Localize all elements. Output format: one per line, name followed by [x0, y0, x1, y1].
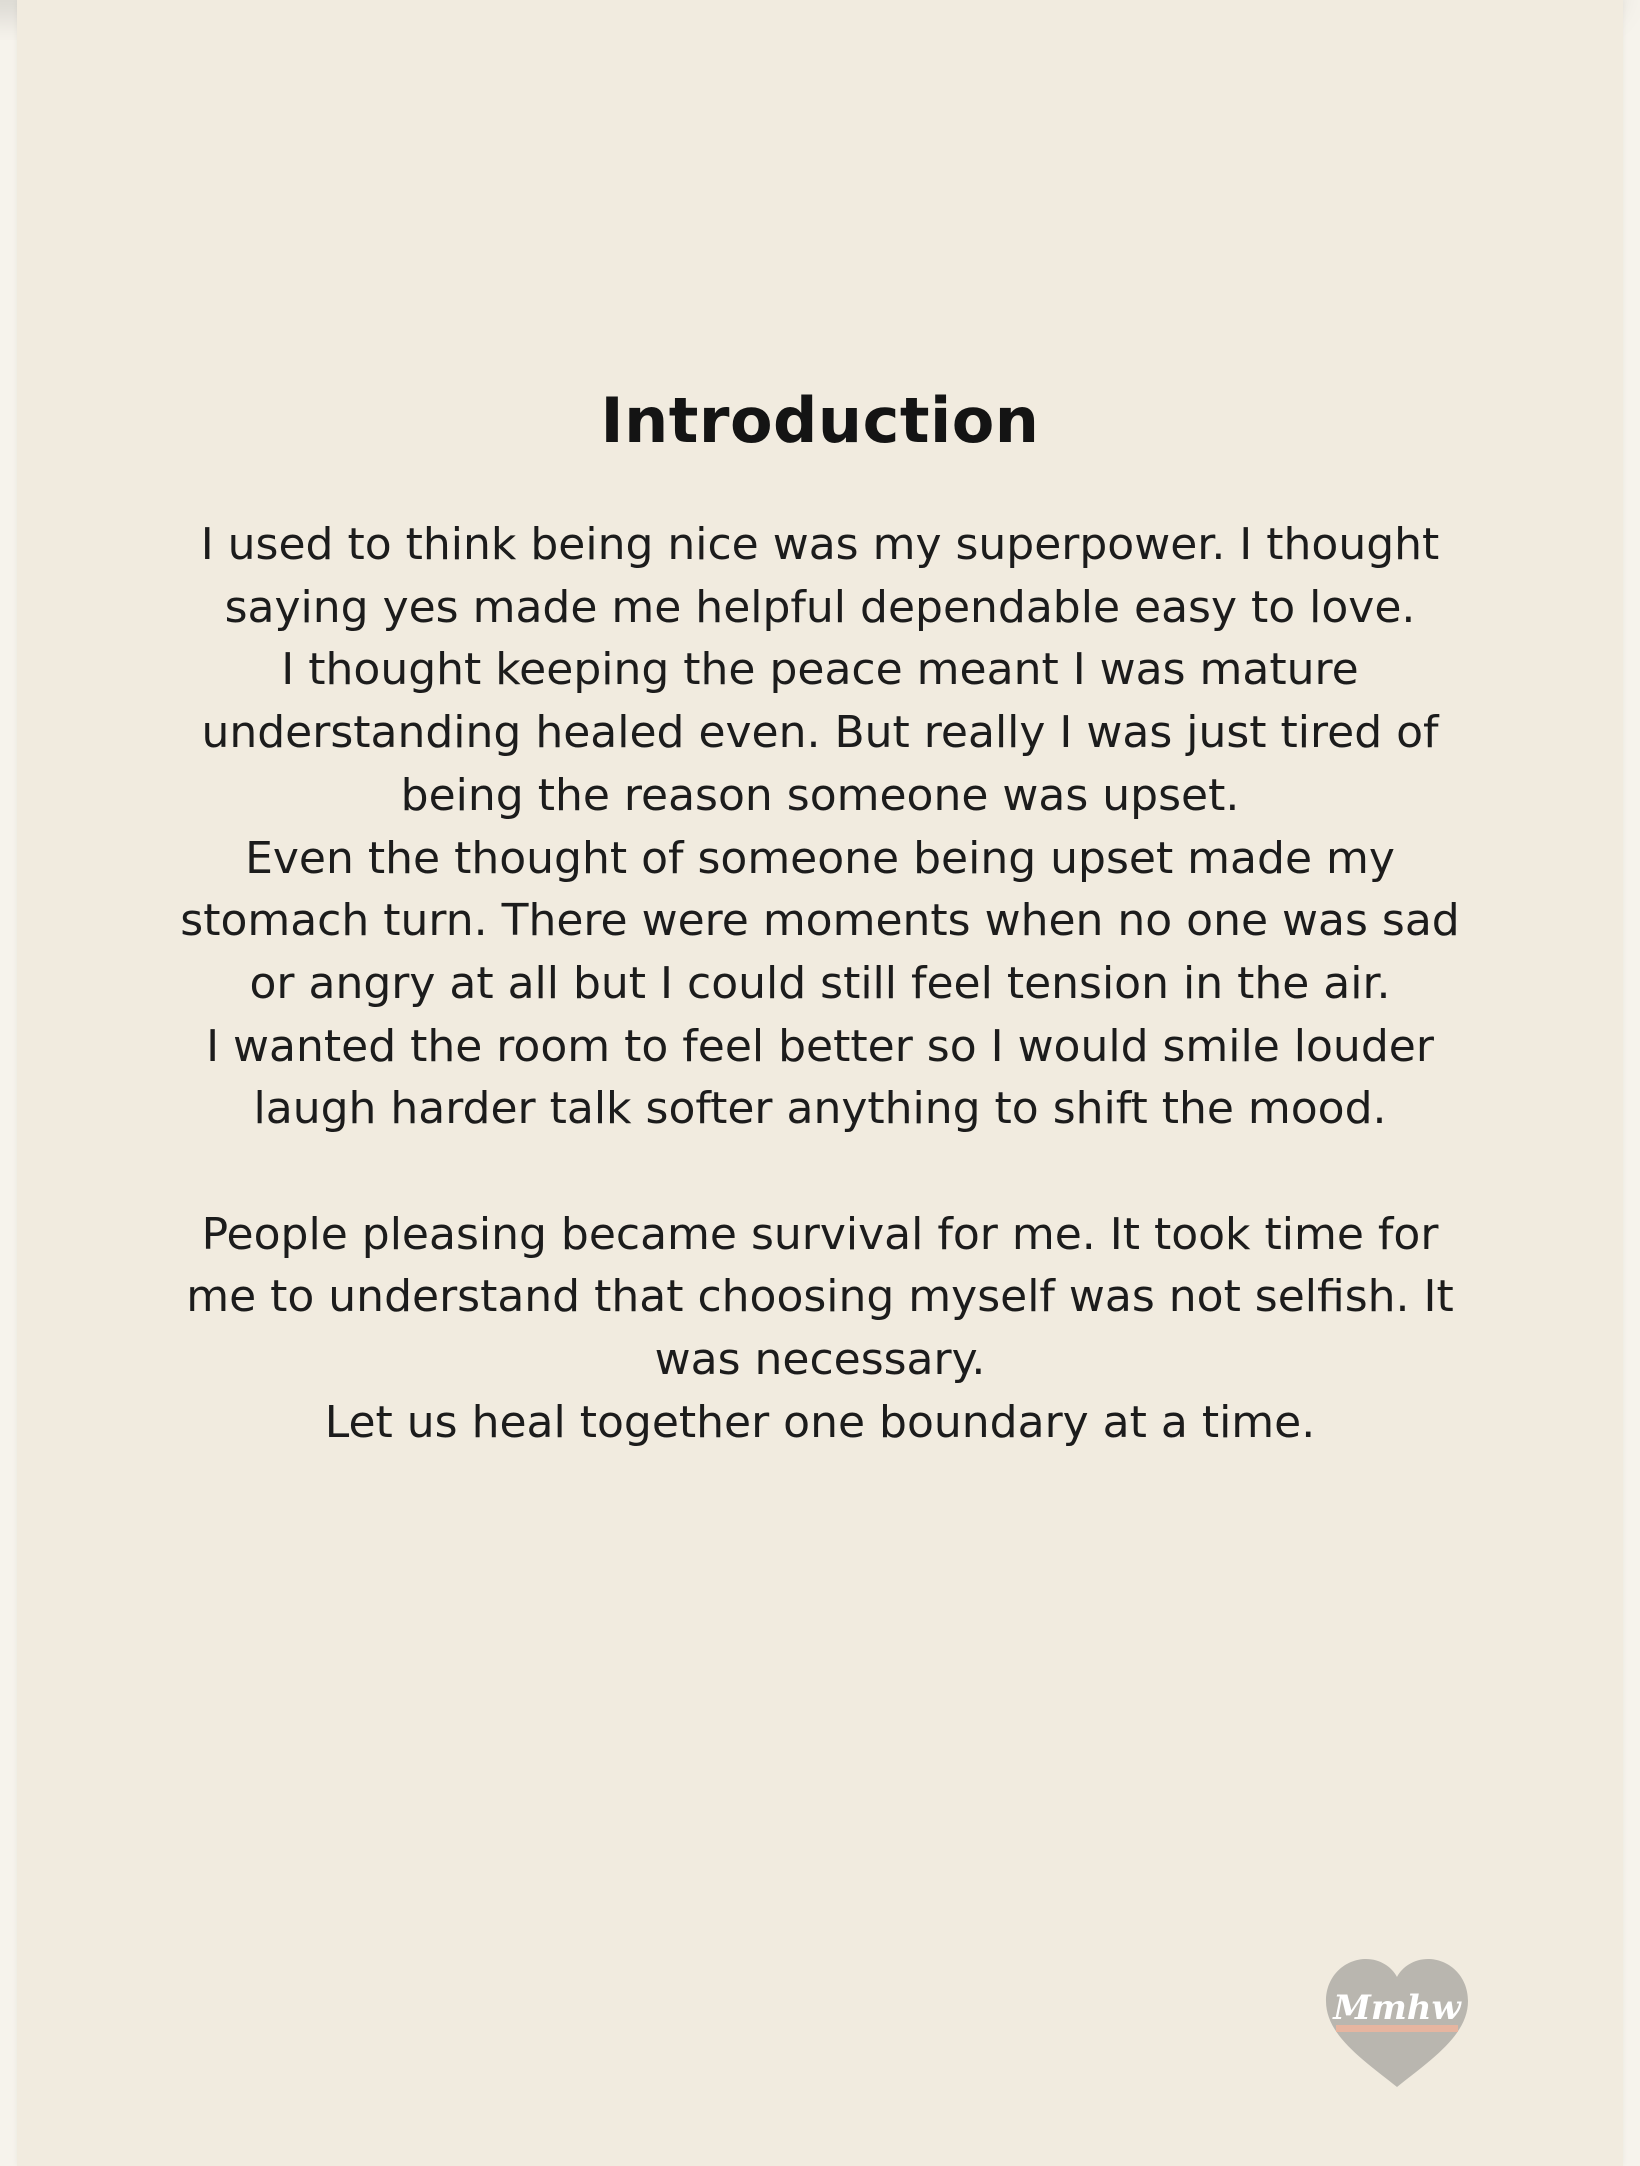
introduction-body [167, 514, 1473, 1455]
document-page [17, 0, 1623, 2166]
paragraph: Let us heal together one boundary at a time. [324, 1396, 1316, 1448]
heart-logo-icon [1322, 1955, 1472, 2095]
paragraph: I wanted the room to feel better so I would smile louder laugh harder talk softer anything to shift the mood. [206, 1020, 1434, 1135]
paragraph: I used to think being nice was my superpower. I thought saying yes made me helpful dependable easy to love. [200, 519, 1440, 633]
paragraph: People pleasing became survival for me. It took time for me to understand that choosing myself was not selfish. It was necessary. [186, 1208, 1454, 1386]
paragraph: I thought keeping the peace meant I was mature understanding healed even. But really I was just tired of being the reason someone was upset. [201, 644, 1439, 821]
paragraph-gap [167, 1141, 1473, 1204]
page-title: Introduction [600, 383, 1040, 457]
logo-text: Mmhw [1333, 1988, 1461, 2028]
paragraph: Even the thought of someone being upset made my stomach turn. There were moments when no one was sad or angry at all but I could still feel tension in the air. [180, 832, 1460, 1009]
